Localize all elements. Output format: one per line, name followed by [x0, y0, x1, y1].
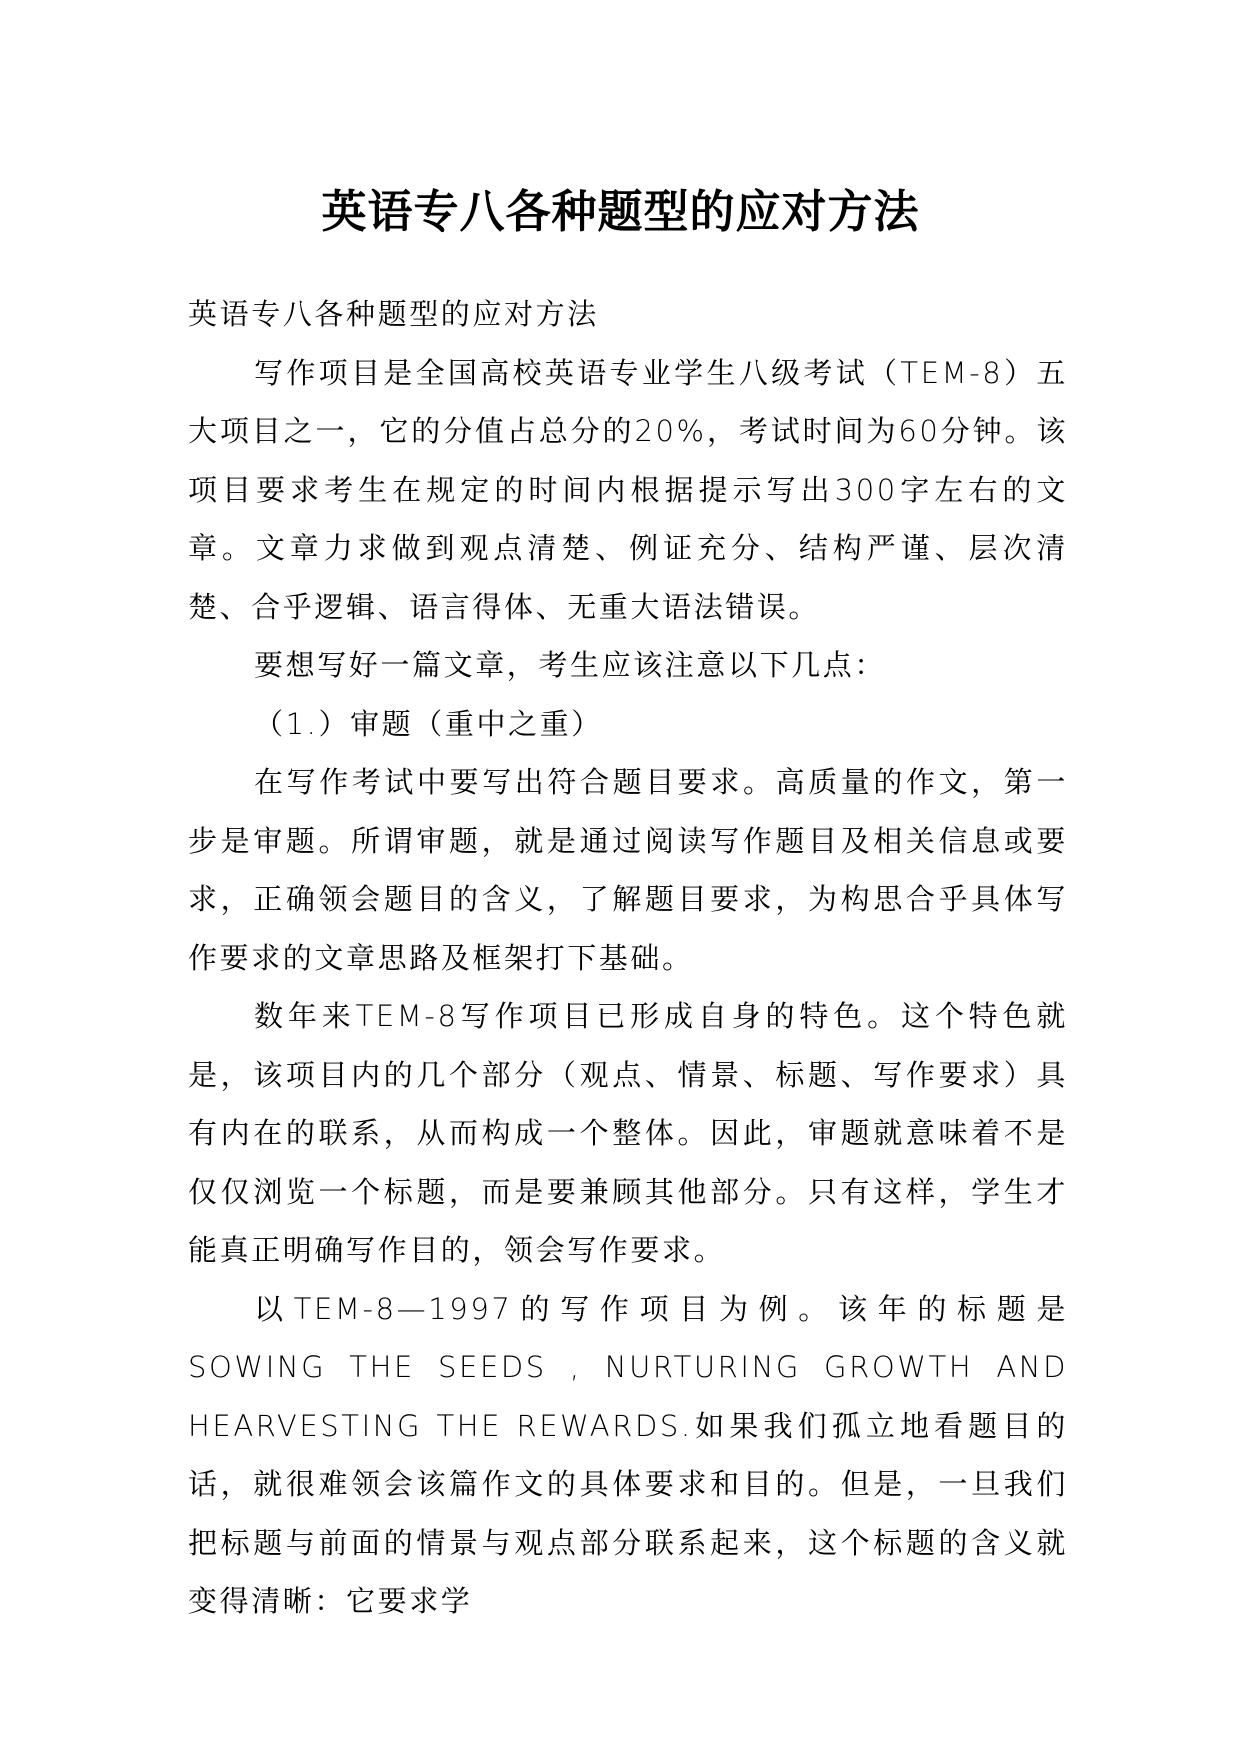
- paragraph-writing-intro: 写作项目是全国高校英语专业学生八级考试（TEM-8）五大项目之一，它的分值占总分的20%，考试时间为60分钟。该项目要求考生在规定的时间内根据提示写出300字左右的文章。文章力求做到观点清楚、例证充分、结构严谨、层次清楚、合乎逻辑、语言得体、无重大语法错误。: [188, 355, 1068, 624]
- paragraph-review-topic: 在写作考试中要写出符合题目要求。高质量的作文，第一步是审题。所谓审题，就是通过阅读写作题目及相关信息或要求，正确领会题目的含义，了解题目要求，为构思合乎具体写作要求的文章思路及框架打下基础。: [188, 765, 1068, 975]
- paragraph-tem8-1997-example: 以TEM-8—1997的写作项目为例。该年的标题是 SOWING THE SEEDS , NURTURING GROWTH AND HEARVESTING THE REWARDS.如果我们孤立地看题目的话，就很难领会该篇作文的具体要求和目的。但是，一旦我们把标题与前面的情景与观点部分联系起来，这个标题的含义就变得清晰：它要求学: [188, 1291, 1068, 1618]
- paragraph-attention-points: 要想写好一篇文章，考生应该注意以下几点：: [254, 648, 887, 682]
- document-body: [188, 285, 1068, 1631]
- document-title: 英语专八各种题型的应对方法: [321, 185, 920, 239]
- paragraph-tem8-features: 数年来TEM-8写作项目已形成自身的特色。这个特色就是，该项目内的几个部分（观点、情景、标题、写作要求）具有内在的联系，从而构成一个整体。因此，审题就意味着不是仅仅浏览一个标题，而是要兼顾其他部分。只有这样，学生才能真正明确写作目的，领会写作要求。: [188, 999, 1068, 1267]
- body-heading: 英语专八各种题型的应对方法: [188, 297, 599, 331]
- section-heading-review-topic: （1.）审题（重中之重）: [254, 706, 603, 741]
